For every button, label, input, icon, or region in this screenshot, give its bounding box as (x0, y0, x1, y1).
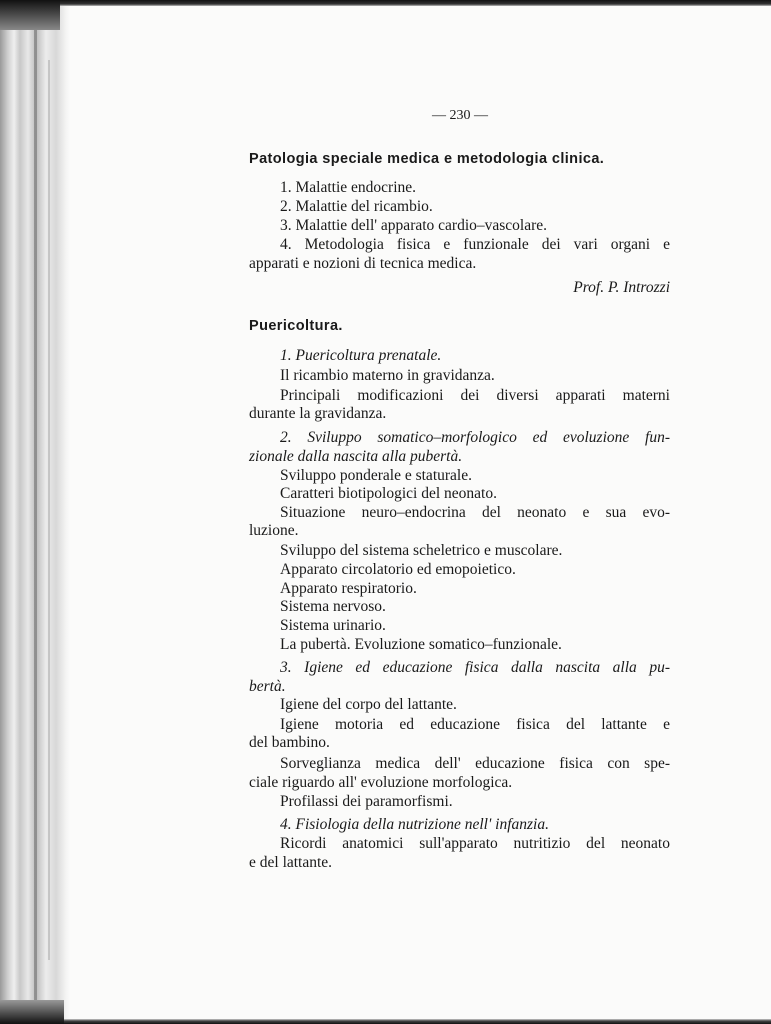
list-item: 3. Malattie dell' apparato cardio–vascolare. (280, 217, 548, 234)
subsection-heading: 4. Fisiologia della nutrizione nell' infanzia. (280, 816, 549, 833)
list-item: Il ricambio materno in gravidanza. (280, 367, 495, 384)
list-item: 1. Malattie endocrine. (280, 179, 417, 196)
list-item: Caratteri biotipologici del neonato. (280, 485, 497, 502)
list-item: Sistema nervoso. (280, 598, 386, 615)
list-item-continuation: e del lattante. (249, 854, 333, 871)
scan-top-corner (0, 0, 60, 30)
list-item-continuation: apparati e nozioni di tecnica medica. (249, 255, 477, 272)
list-item: La pubertà. Evoluzione somatico–funzionale. (280, 636, 562, 653)
subsection-heading: 2. Sviluppo somatico–morfologico ed evoluzione fun- (280, 429, 670, 446)
list-item: Igiene motoria ed educazione fisica del lattante e (280, 716, 670, 733)
list-item: 4. Metodologia fisica e funzionale dei vari organi e (280, 236, 670, 253)
list-item: Apparato circolatorio ed emopoietico. (280, 561, 516, 578)
section-title: Puericoltura. (249, 318, 343, 334)
list-item: Principali modificazioni dei diversi apparati materni (280, 387, 670, 404)
scan-bottom-edge (0, 1019, 771, 1024)
subsection-heading: 1. Puericoltura prenatale. (280, 347, 442, 364)
scan-top-edge (0, 0, 771, 6)
list-item: 2. Malattie del ricambio. (280, 198, 433, 215)
subsection-heading-continuation: zionale dalla nascita alla pubertà. (249, 448, 463, 465)
list-item-continuation: ciale riguardo all' evoluzione morfologica. (249, 774, 513, 791)
book-binding-edge (0, 0, 70, 1024)
list-item: Ricordi anatomici sull'apparato nutritizio del neonato (280, 835, 670, 852)
list-item-continuation: del bambino. (249, 734, 330, 751)
list-item: Sorveglianza medica dell' educazione fisica con spe- (280, 755, 670, 772)
list-item: Sistema urinario. (280, 617, 386, 634)
list-item: Igiene del corpo del lattante. (280, 696, 457, 713)
list-item: Sviluppo del sistema scheletrico e muscolare. (280, 542, 563, 559)
subsection-heading: 3. Igiene ed educazione fisica dalla nascita alla pu- (280, 659, 670, 676)
list-item-continuation: luzione. (249, 522, 299, 539)
section-title: Patologia speciale medica e metodologia clinica. (249, 151, 605, 167)
list-item: Sviluppo ponderale e staturale. (280, 467, 472, 484)
page-number: — 230 — (432, 108, 488, 123)
list-item: Profilassi dei paramorfismi. (280, 793, 453, 810)
author-signature: Prof. P. Introzzi (573, 279, 670, 296)
subsection-heading-continuation: bertà. (249, 678, 286, 695)
scan-bottom-corner (0, 1000, 64, 1024)
list-item-continuation: durante la gravidanza. (249, 405, 387, 422)
list-item: Apparato respiratorio. (280, 580, 417, 597)
list-item: Situazione neuro–endocrina del neonato e sua evo- (280, 504, 670, 521)
